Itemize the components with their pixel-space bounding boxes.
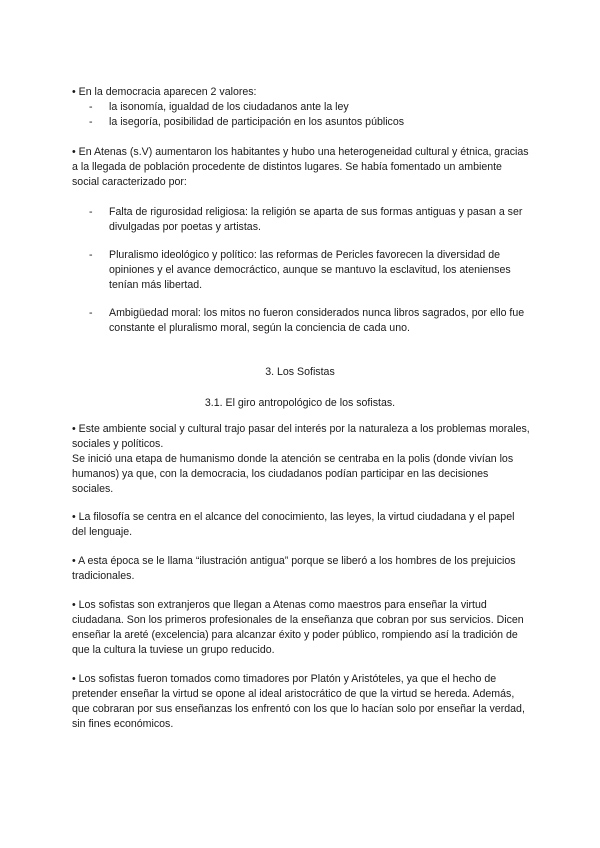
list-item: - Falta de rigurosidad religiosa: la religión se aparta de sus formas antiguas y pasan a ser divulgadas por poetas y artistas. [89,206,523,233]
dash-marker: - [89,116,93,128]
list-item: - Ambigüedad moral: los mitos no fueron considerados nunca libros sagrados, por ello fue constante el pluralismo moral, según la conciencia de cada uno. [89,307,525,334]
athens-paragraph: • En Atenas (s.V) aumentaron los habitantes y hubo una heterogeneidad cultural y étnica, gracias a la llegada de población procedente de distintos lugares. Se había fomentado un ambiente social caracterizado por: [72,146,529,188]
dash-marker: - [89,101,93,113]
democracy-values-intro: • En la democracia aparecen 2 valores: [72,86,257,98]
list-item: - la isonomía, igualdad de los ciudadanos ante la ley [89,101,349,113]
dash-marker: - [89,307,93,319]
paragraph: • A esta época se le llama “ilustración antigua” porque se liberó a los hombres de los prejuicios tradicionales. [72,555,516,582]
paragraph: • Este ambiente social y cultural trajo pasar del interés por la naturaleza a los problemas morales, sociales y políticos. Se inició una etapa de humanismo donde la atención se centraba en la polis (donde vivían los humanos) ya que, con la democracia, los ciudadanos podían participar en las decisiones sociales. [72,423,530,495]
dash-marker: - [89,249,93,261]
dash-marker: - [89,206,93,218]
subsection-heading: 3.1. El giro antropológico de los sofistas. [204,397,396,409]
paragraph: • Los sofistas son extranjeros que llegan a Atenas como maestros para enseñar la virtud ciudadana. Son los primeros profesionales de la enseñanza que cobran por sus servicios. Dicen enseñar la areté (excelencia) para alcanzar éxito y poder público, rompiendo así la tradición de que la cultura la tuviese un grupo reducido. [72,599,524,656]
section-heading: 3. Los Sofistas [265,366,335,378]
list-item: - Pluralismo ideológico y político: las reformas de Pericles favorecen la diversidad de opiniones y el avance democráctico, aunque se mantuvo la esclavitud, los atenienses tenían más libertad. [89,249,511,291]
paragraph: • La filosofía se centra en el alcance del conocimiento, las leyes, la virtud ciudadana y el papel del lenguaje. [72,511,515,538]
paragraph: • Los sofistas fueron tomados como timadores por Platón y Aristóteles, ya que el hecho de pretender enseñar la virtud se opone al ideal aristocrático de que la virtud se hereda. Además, que cobraran por sus enseñanzas los enfrentó con los que lo hacían solo por enseñar la verdad, sin fines económicos. [72,673,525,730]
list-item: - la isegoría, posibilidad de participación en los asuntos públicos [89,116,405,128]
